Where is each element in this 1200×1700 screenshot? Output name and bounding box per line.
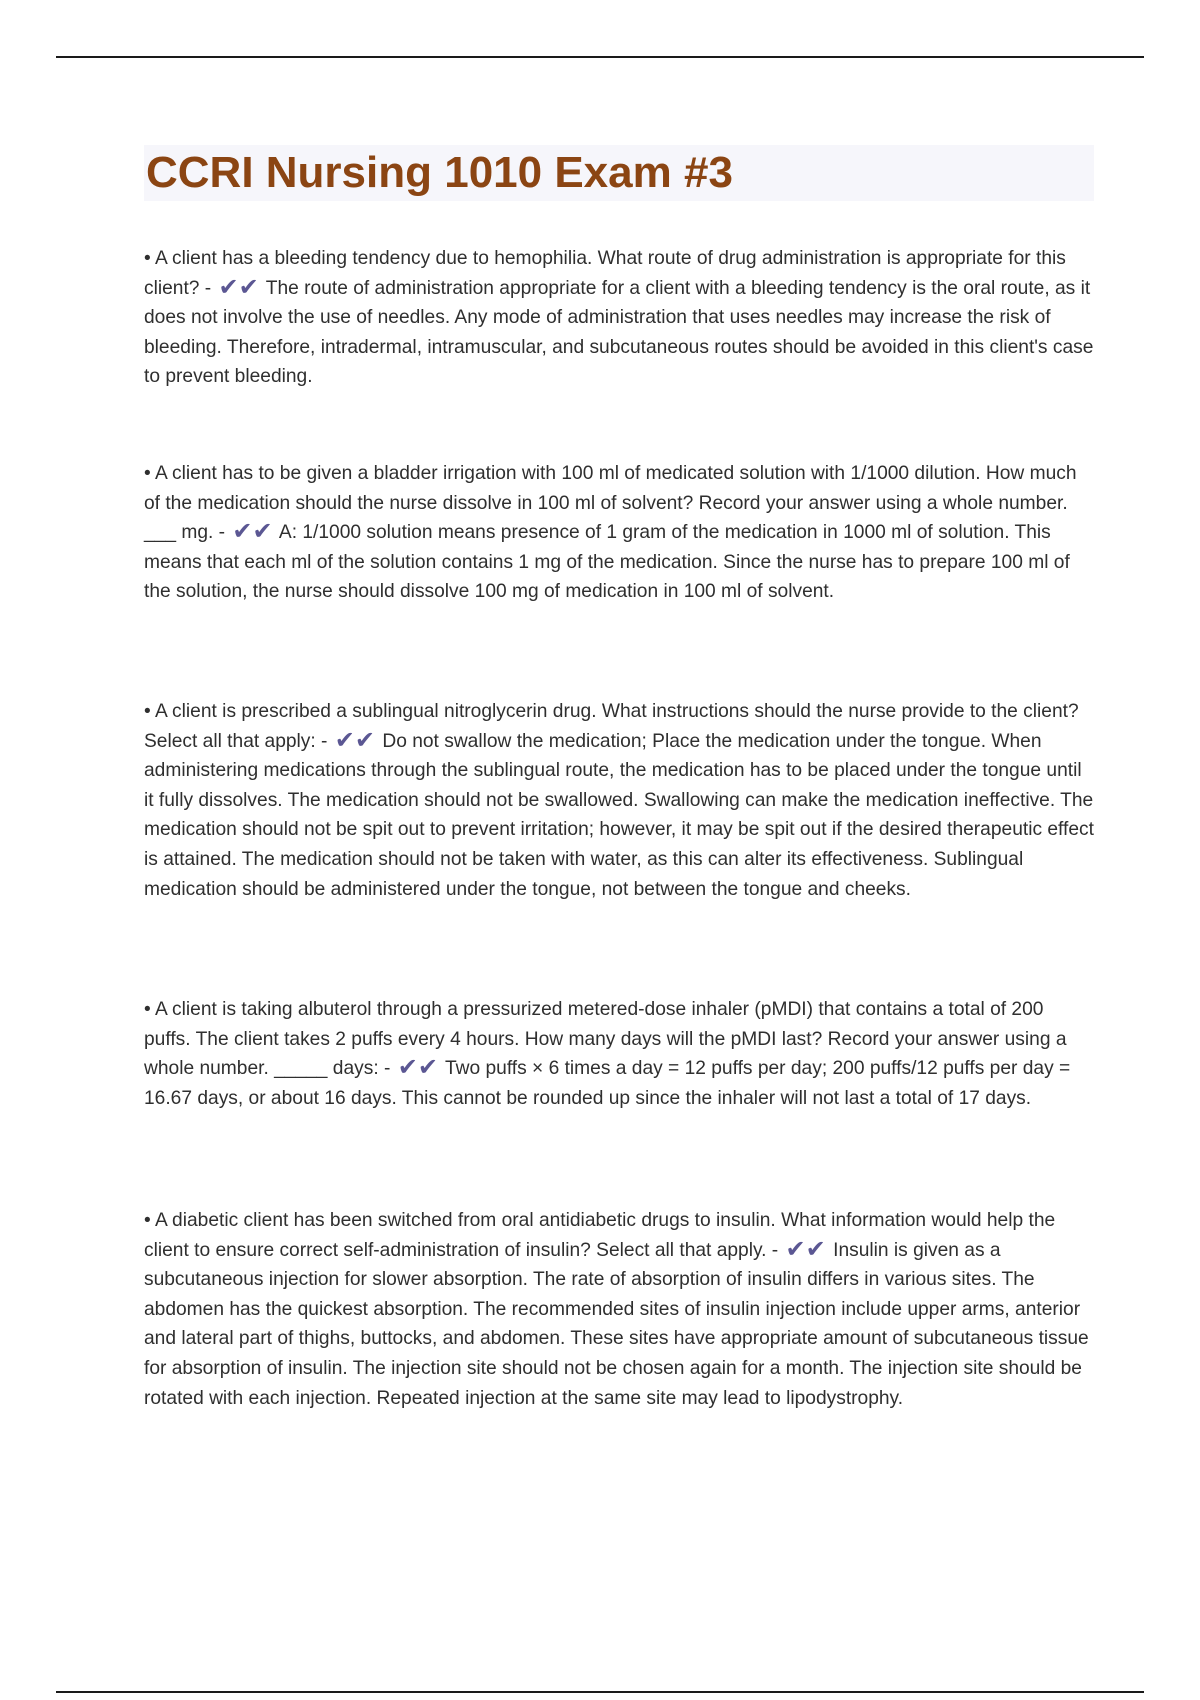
checkmark-icon: ✔ <box>252 518 273 546</box>
check-pair <box>397 1054 438 1082</box>
qa-item <box>144 244 1094 392</box>
qa-item <box>144 995 1094 1113</box>
qa-item <box>144 459 1094 607</box>
qa-item <box>144 1206 1094 1413</box>
bottom-rule <box>56 1691 1144 1693</box>
answer-text: The route of administration appropriate for a client with a bleeding tendency is the oral route, as it does not involve the use of needles. Any mode of administration that uses needles may increase the risk of bleeding. Therefore, intradermal, intramuscular, and subcutaneous routes should be avoided in this client's case to prevent bleeding. <box>144 277 1094 388</box>
question-text: • A diabetic client has been switched from oral antidiabetic drugs to insulin. What information would help the client to ensure correct self-administration of insulin? Select all that apply. - <box>144 1210 1056 1261</box>
qa-item <box>144 697 1094 904</box>
question-text: • A client has a bleeding tendency due to hemophilia. What route of drug administration is appropriate for this client? - <box>144 248 1066 299</box>
checkmark-icon: ✔ <box>805 1235 826 1263</box>
check-pair <box>334 726 376 754</box>
checkmark-icon: ✔ <box>354 726 376 754</box>
answer-text: A: 1/1000 solution means presence of 1 gram of the medication in 1000 ml of solution. This means that each ml of the solution contains 1 mg of the medication. Since the nurse has to prepare 100 ml of the solution, the nurse should dissolve 100 mg of medication in 100 ml of solvent. <box>144 522 1070 603</box>
check-pair <box>232 518 273 546</box>
check-pair <box>785 1235 826 1263</box>
question-text: • A client has to be given a bladder irrigation with 100 ml of medicated solution with 1/1000 dilution. How much of the medication should the nurse dissolve in 100 ml of solvent? Record your answer using a whole number. ___ mg. - <box>144 463 1077 544</box>
checkmark-icon: ✔ <box>785 1235 806 1263</box>
answer-text: Insulin is given as a subcutaneous injection for slower absorption. The rate of absorption of insulin differs in various sites. The abdomen has the quickest absorption. The recommended sites of insulin injection include upper arms, anterior and lateral part of thighs, buttocks, and abdomen. These sites have appropriate amount of subcutaneous tissue for absorption of insulin. The injection site should not be chosen again for a month. The injection site should be rotated with each injection. Repeated injection at the same site may lead to lipodystrophy. <box>144 1239 1089 1409</box>
top-rule <box>56 56 1144 58</box>
document-page <box>144 145 1094 201</box>
checkmark-icon: ✔ <box>218 273 239 301</box>
checkmark-icon: ✔ <box>238 273 259 301</box>
check-pair <box>218 273 259 301</box>
title-band <box>144 145 1094 201</box>
answer-text: Two puffs × 6 times a day = 12 puffs per day; 200 puffs/12 puffs per day = 16.67 days, or about 16 days. This cannot be rounded up since the inhaler will not last a total of 17 days. <box>144 1058 1071 1109</box>
checkmark-icon: ✔ <box>334 726 355 754</box>
question-text: • A client is prescribed a sublingual nitroglycerin drug. What instructions should the nurse provide to the client? Select all that apply: - <box>144 701 1079 752</box>
page-title: CCRI Nursing 1010 Exam #3 <box>146 148 733 197</box>
answer-text: Do not swallow the medication; Place the medication under the tongue. When administering medications through the sublingual route, the medication has to be placed under the tongue until it fully dissolves. The medication should not be swallowed. Swallowing can make the medication ineffective. The medication should not be spit out to prevent irritation; however, it may be spit out if the desired therapeutic effect is attained. The medication should not be taken with water, as this can alter its effectiveness. Sublingual medication should be administered under the tongue, not between the tongue and cheeks. <box>144 730 1094 900</box>
checkmark-icon: ✔ <box>397 1054 418 1082</box>
question-text: • A client is taking albuterol through a pressurized metered-dose inhaler (pMDI) that contains a total of 200 puffs. The client takes 2 puffs every 4 hours. How many days will the pMDI last? Record your answer using a whole number. _____ days: - <box>144 999 1067 1080</box>
checkmark-icon: ✔ <box>232 518 253 546</box>
checkmark-icon: ✔ <box>417 1054 438 1082</box>
